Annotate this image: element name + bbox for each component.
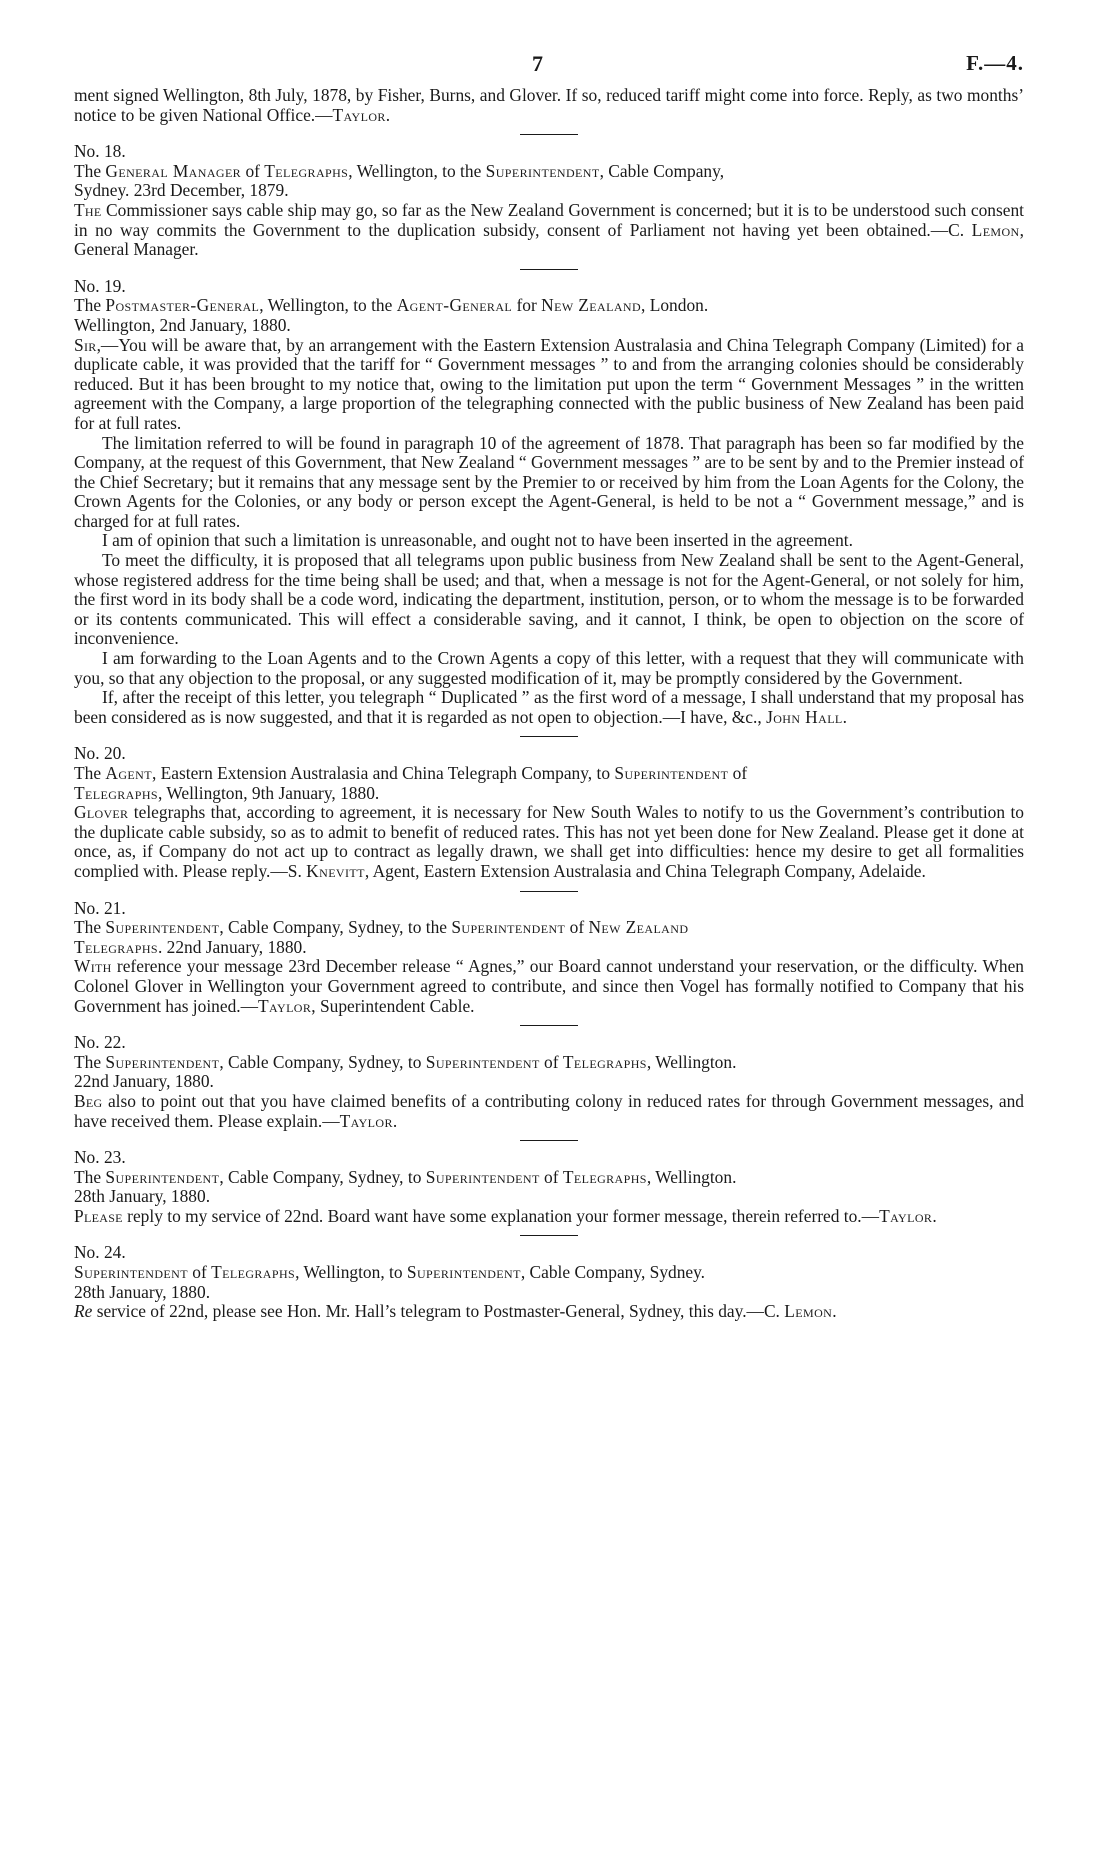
letter-no-21 (74, 891, 1024, 1017)
letter-paragraph: I am of opinion that such a limitation is unreasonable, and ought not to have been inserted in the agreement. (102, 530, 853, 551)
letter-paragraph: If, after the receipt of this letter, you telegraph “ Duplicated ” as the first word of a message, I shall understand that my proposal has been considered as is now suggested, and that it is regarded as not open to objection.—I have, &c., John Hall. (74, 687, 1024, 727)
continued-message: ment signed Wellington, 8th July, 1878, by Fisher, Burns, and Glover. If so, reduced tariff might come into force. Reply, as two months’ notice to be given National Office.—Taylor. (74, 85, 1024, 125)
letter-heading: The Postmaster-General, Wellington, to the Agent-General for New Zealand, London. Wellington, 2nd January, 1880. (74, 295, 709, 335)
letter-number: No. 19. (74, 275, 126, 296)
letter-number: No. 23. (74, 1147, 126, 1168)
letter-body: Glover telegraphs that, according to agreement, it is necessary for New South Wales to notify to us the Government’s contribution to the duplicate cable subsidy, so as to admit to benefit of reduced rates. This has not yet been done for New Zealand. Please get it done at once, as, if Company do not act up to contract as legally drawn, we shall get into difficulties: hence my desire to get all formalities complied with. Please reply.—S. Knevitt, Agent, Eastern Extension Australasia and China Telegraph Company, Adelaide. (74, 802, 1024, 881)
letter-heading: The Superintendent, Cable Company, Sydney, to the Superintendent of New Zealand Telegraphs. 22nd January, 1880. (74, 917, 689, 957)
letter-no-20 (74, 736, 1024, 881)
letter-paragraph: The limitation referred to will be found in paragraph 10 of the agreement of 1878. That paragraph has been so far modified by the Company, at the request of this Government, that New Zealand “ Government messages ” are to be sent by and to the Premier instead of the Chief Secretary; but it remains that any message sent by the Premier to or received by him from the Loan Agents for the Colony, the Crown Agents for the Colonies, or any body or person except the Agent-General, is held to be not a “ Government message,” and is charged for at full rates. (74, 432, 1024, 531)
letter-number: No. 22. (74, 1032, 126, 1053)
letter-heading: The Superintendent, Cable Company, Sydney, to Superintendent of Telegraphs, Wellington. 28th January, 1880. (74, 1166, 737, 1207)
letter-body: Beg also to point out that you have claimed benefits of a contributing colony in reduced rates for through Government messages, and have received them. Please explain.—Taylor. (74, 1090, 1024, 1131)
section-rule (520, 269, 578, 270)
letter-paragraph: Sir,—You will be aware that, by an arrangement with the Eastern Extension Australasia and China Telegraph Company (Limited) for a duplicate cable, it was provided that the tariff for “ Government messages ” to and from the arranging colonies should be considerably reduced. But it has been brought to my notice that, owing to the limitation put upon the term “ Government Messages ” in the written agreement with the Company, a large proportion of the telegraphing connected with the public business of New Zealand has been paid for at full rates. (74, 334, 1024, 433)
letter-heading: The Superintendent, Cable Company, Sydney, to Superintendent of Telegraphs, Wellington. 22nd January, 1880. (74, 1051, 737, 1092)
section-rule (520, 134, 578, 135)
letter-no-19 (74, 269, 1024, 728)
letter-no-18 (74, 134, 1024, 260)
section-rule (520, 1140, 578, 1141)
page-number: 7 (532, 51, 543, 76)
letter-number: No. 24. (74, 1242, 126, 1263)
letter-no-23 (74, 1140, 1024, 1226)
section-rule (520, 736, 578, 737)
letter-paragraph: I am forwarding to the Loan Agents and to the Crown Agents a copy of this letter, with a request that they will communicate with you, so that any objection to the proposal, or any suggested modification of it, may be promptly considered by the Government. (74, 648, 1024, 688)
letter-body: With reference your message 23rd December release “ Agnes,” our Board cannot understand your reservation, or the difficulty. When Colonel Glover in Wellington your Government agreed to contribute, and since then Vogel has formally notified to Company that his Government has joined.—Taylor, Superintendent Cable. (74, 956, 1024, 1016)
letter-heading: The General Manager of Telegraphs, Wellington, to the Superintendent, Cable Company, Sydney. 23rd December, 1879. (74, 160, 725, 201)
letter-no-24 (74, 1235, 1024, 1321)
letter-paragraph: To meet the difficulty, it is proposed that all telegrams upon public business from New Zealand shall be sent to the Agent-General, whose registered address for the time being shall be used; and that, when a message is not for the Agent-General, or not solely for him, the first word in its body shall be a code word, indicating the department, institution, person, or to whom the message is to be forwarded or its contents communicated. This will effect a considerable saving, and it cannot, I think, be open to objection on the score of inconvenience. (74, 550, 1024, 649)
letter-heading: Superintendent of Telegraphs, Wellington, to Superintendent, Cable Company, Sydney. 28th January, 1880. (74, 1262, 706, 1302)
section-rule (520, 891, 578, 892)
letter-body: Please reply to my service of 22nd. Board want have some explanation your former message, therein referred to.—Taylor. (74, 1205, 937, 1226)
letter-number: No. 21. (74, 897, 126, 918)
document-reference: F.—4. (966, 51, 1024, 75)
section-rule (520, 1025, 578, 1026)
letter-number: No. 20. (74, 743, 126, 764)
letter-body: Re service of 22nd, please see Hon. Mr. Hall’s telegram to Postmaster-General, Sydney, this day.—C. Lemon. (74, 1301, 837, 1322)
letter-no-22 (74, 1025, 1024, 1131)
letter-heading: The Agent, Eastern Extension Australasia and China Telegraph Company, to Superintendent of Telegraphs, Wellington, 9th January, 1880. (74, 763, 748, 803)
running-head (74, 50, 1024, 86)
letter-number: No. 18. (74, 141, 126, 162)
section-rule (520, 1235, 578, 1236)
letter-body: The Commissioner says cable ship may go, so far as the New Zealand Government is concerned; but it is to be understood such consent in no way commits the Government to the duplication subsidy, consent of Parliament not having yet been obtained.—C. Lemon, General Manager. (74, 199, 1024, 260)
